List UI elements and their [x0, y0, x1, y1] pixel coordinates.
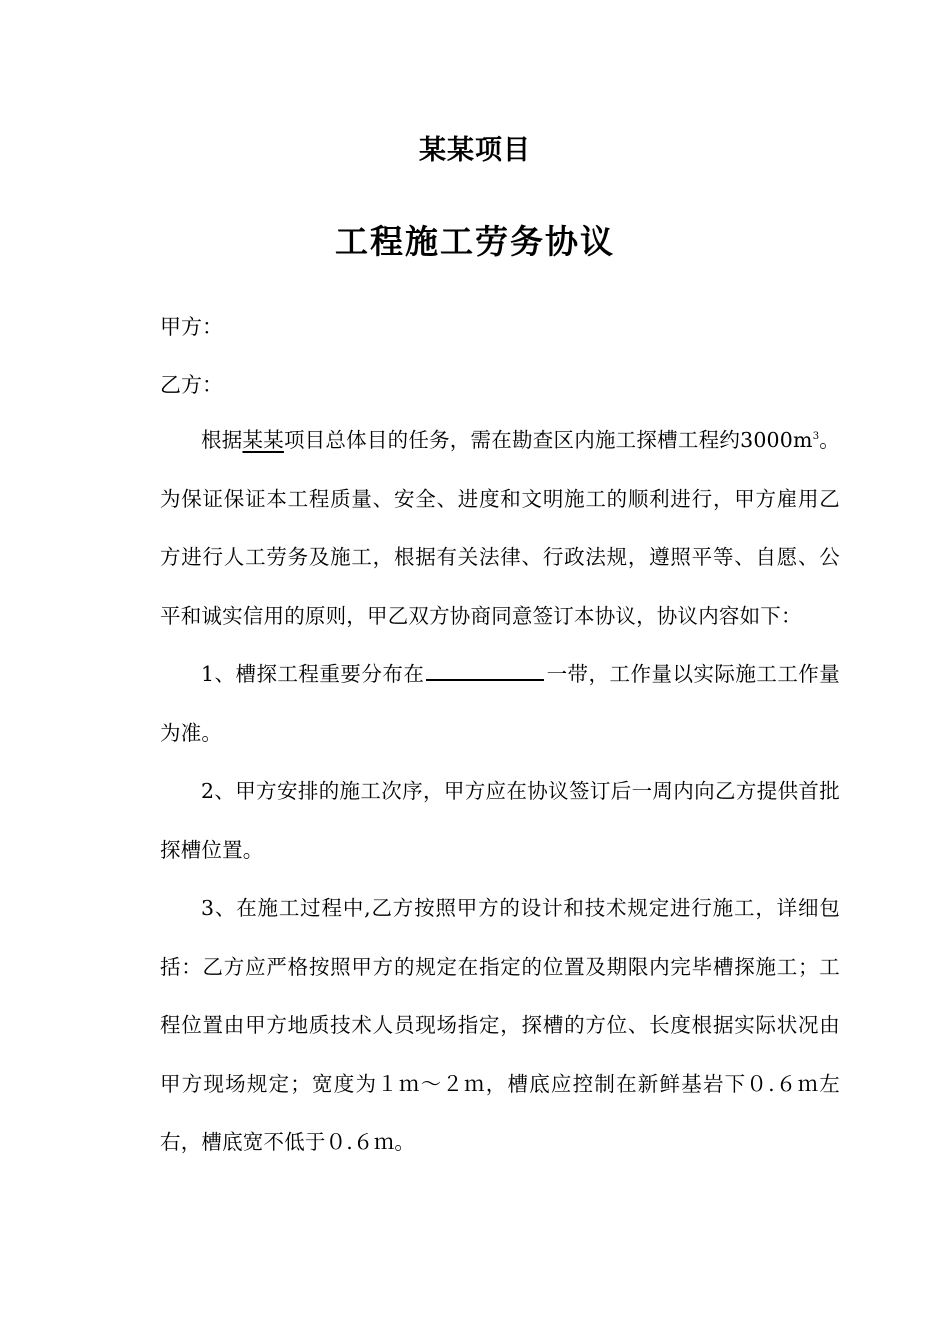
intro-prefix: 根据 — [201, 428, 243, 452]
clause-3: 3、在施工过程中,乙方按照甲方的设计和技术规定进行施工，详细包括：乙方应严格按照甲方的规定在指定的位置及期限内完毕槽探施工；工程位置由甲方地质技术人员现场指定，探槽的方位、长度根据实际状况由甲方现场规定；宽度为１ｍ～２ｍ，槽底应控制在新鲜基岩下０.６ｍ左右，槽底宽不低于０.６ｍ。 — [160, 896, 840, 1154]
project-name-underlined: 某某 — [242, 428, 284, 452]
agreement-body — [160, 411, 840, 1172]
party-a-label: 甲方： — [160, 315, 223, 339]
clause-1-after-blank: 一带，工作量以实际施工工作量为准。 — [160, 662, 840, 745]
clause-1 — [160, 645, 840, 762]
document-subtitle: 某某项目 — [419, 135, 531, 166]
clause-1-before-blank: 1、槽探工程重要分布在 — [201, 662, 425, 686]
document-title: 工程施工劳务协议 — [335, 222, 615, 261]
intro-text-2: 。为保证保证本工程质量、安全、进度和文明施工的顺利进行，甲方雇用乙方进行人工劳务及施工，根据有关法律、行政法规，遵照平等、自愿、公平和诚实信用的原则，甲乙双方协商同意签订本协议，协议内容如下： — [160, 428, 840, 628]
cubic-superscript: 3 — [812, 431, 820, 443]
intro-text-1: 项目总体目的任务，需在勘查区内施工探槽工程约3000m — [283, 428, 813, 452]
party-b-label: 乙方： — [160, 373, 223, 397]
intro-paragraph — [160, 411, 840, 645]
location-blank-line — [426, 659, 544, 681]
clause-2: 2、甲方安排的施工次序，甲方应在协议签订后一周内向乙方提供首批探槽位置。 — [160, 779, 840, 862]
